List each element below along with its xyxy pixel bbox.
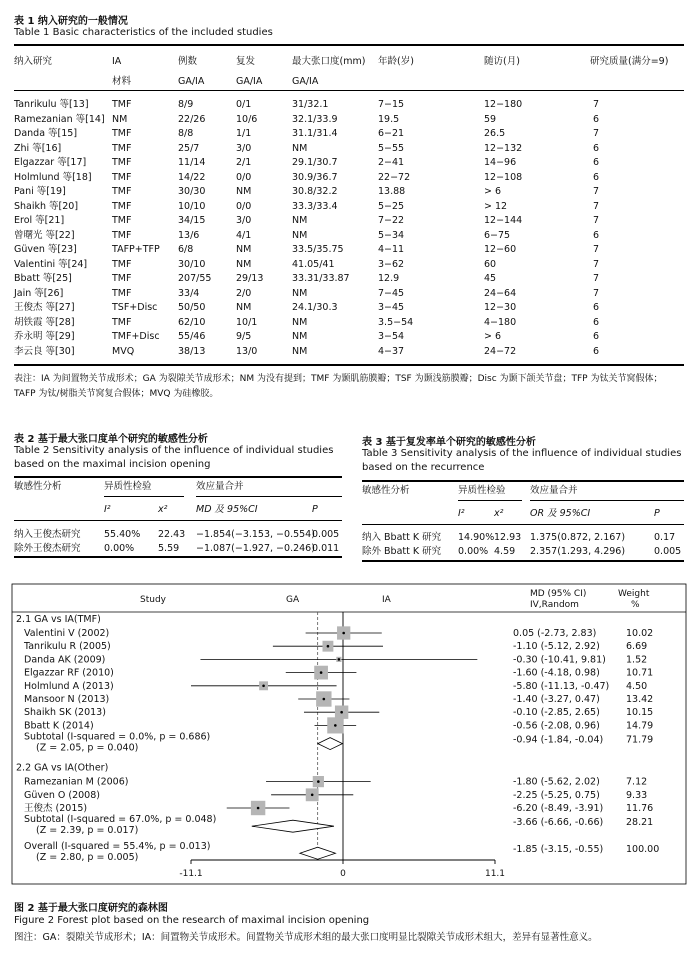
table3-col-analysis: 敏感性分析 [362,485,410,496]
forest-weight-label: 100.00 [626,844,660,856]
table1-cell: TMF [112,157,132,168]
table2-cell: −1.087(−1.927, −0.246) [196,543,315,554]
table1-cell: TSF+Disc [112,302,158,313]
forest-md-label: -2.25 (-5.25, 0.75) [513,789,600,801]
table1-header-cell: 例数 [178,56,198,67]
table1-cell: TMF [112,273,132,284]
table2-cell: 0.011 [312,543,340,554]
table1-cell: 3−62 [378,258,405,270]
table1-cell: NM [292,316,308,328]
table2-title-cn: 表 2 基于最大张口度单个研究的敏感性分析 [14,434,208,445]
figure2-note: 图注：GA：裂隙关节成形术；IA：间置物关节成形术。间置物关节成形术组的最大张口度明显比裂隙关节成形术组大，差异有显著性意义。 [14,932,598,943]
table2-sub-i2: I² [104,504,111,515]
forest-header-md: MD (95% CI) [530,589,587,599]
table1-cell: 31/32.1 [292,99,329,110]
forest-point [342,632,345,635]
table1-cell: 4/1 [236,229,252,241]
table2-cell: 55.40% [104,529,141,540]
table1-cell: 13.88 [378,186,406,197]
table1-cell: 41.05/41 [292,258,335,270]
table3-group-rule-1 [458,500,522,501]
table1-cell: 26.5 [484,128,506,139]
table1-study-name: Jain 等[26] [14,287,64,299]
forest-md-label: -1.10 (-5.12, 2.92) [513,641,600,653]
table2-top-rule [14,476,342,478]
table1-study-name: Erol 等[21] [14,215,65,226]
table1-study-name: 王俊杰 等[27] [14,302,75,313]
table1-note-2: TAFP 为钛/树脂关节窝复合假体；MVQ 为硅橡胶。 [14,389,219,399]
forest-weight-label: 7.12 [626,776,648,788]
table1-cell: 24−72 [484,345,517,357]
table3-cell: 14.90% [458,532,495,543]
table1-header-cell: 纳入研究 [14,56,53,67]
table1-cell: 19.5 [378,113,400,125]
table2-title-en-1: Table 2 Sensitivity analysis of the influence of individual studies [14,445,334,456]
table1-cell: 12−30 [484,302,517,313]
table3-cell: 12.93 [494,532,522,543]
figure2-title-en: Figure 2 Forest plot based on the research of maximal incision opening [14,915,370,926]
table1-cell: 6 [593,331,600,342]
table1-cell: 7 [593,273,600,284]
table1-cell: TMF [112,142,132,154]
table1-cell: 9/5 [236,331,252,342]
table1-cell: 2/1 [236,157,252,168]
table1-cell: 7 [593,258,600,270]
figure2-title-cn: 图 2 基于最大张口度研究的森林图 [14,903,168,914]
table1-subheader-cell: GA/IA [178,76,205,87]
table1-cell: 33.31/33.87 [292,273,350,284]
table1-cell: 24.1/30.3 [292,302,338,313]
table1-cell: 6−75 [484,229,511,241]
table1-study-name: 胡铁霞 等[28] [14,316,75,328]
table1-cell: TMF [112,128,132,139]
table1-cell: TMF [112,171,132,183]
table2-group-rule-2 [196,496,342,497]
table1-cell: 24−64 [484,287,517,299]
table1-cell: 59 [484,113,497,125]
table3-header-rule [362,524,684,525]
forest-study-name: 王俊杰 (2015) [24,803,88,814]
forest-point [338,658,341,661]
table3-cell: 4.59 [494,546,516,557]
forest-x-tick-label: -11.1 [179,869,203,879]
table1-title-cn: 表 1 纳入研究的一般情况 [14,16,128,27]
table1-cell: 3.5−54 [378,316,414,328]
forest-diamond [318,738,343,750]
table3-cell: 纳入 Bbatt K 研究 [362,532,442,543]
forest-diamond [300,847,336,859]
table1-cell: 12−132 [484,142,523,154]
forest-weight-label: 10.71 [626,667,654,679]
table2-cell: 除外王俊杰研究 [14,543,81,554]
table1-cell: 3/0 [236,142,252,154]
forest-md-label: -0.10 (-2.85, 2.65) [513,707,600,719]
table1-cell: 0/1 [236,99,252,110]
forest-weight-label: 28.21 [626,817,654,829]
table1-cell: NM [236,302,252,313]
table1-cell: 1/1 [236,128,252,139]
forest-study-name: Shaikh SK (2013) [24,707,106,719]
forest-pooled-z: (Z = 2.05, p = 0.040) [36,742,139,754]
table1-cell: 6 [593,171,600,183]
table3-top-rule [362,480,684,482]
forest-point [311,794,314,797]
table1-cell: 3/0 [236,215,252,226]
table2-col-analysis: 敏感性分析 [14,481,62,492]
table1-cell: 207/55 [178,273,212,284]
table3-sub-x2: x² [494,508,504,519]
forest-weight-label: 14.79 [626,720,654,732]
table1-cell: 0/0 [236,200,252,212]
table1-note-1: 表注：IA 为间置物关节成形术；GA 为裂隙关节成形术；NM 为没有提到；TMF 为颞肌筋膜瓣；TSF 为颞浅筋膜瓣；Disc 为颞下颌关节盘；TFP 为钛关节窝假体； [14,374,663,384]
forest-md-label: -0.30 (-10.41, 9.81) [513,654,606,666]
table1-cell: NM [236,258,252,270]
table2-sub-x2: x² [158,504,168,515]
table1-cell: 32.1/33.9 [292,113,338,125]
forest-weight-label: 1.52 [626,654,648,666]
table1-study-name: Danda 等[15] [14,128,78,139]
table1-header-cell: 年龄(岁) [378,56,414,67]
table1-header-cell: 最大张口度(mm) [292,56,366,67]
table1-cell: 31.1/31.4 [292,128,338,139]
table1-cell: 0/0 [236,171,252,183]
table1-study-name: 乔永明 等[29] [14,331,75,342]
forest-point [340,711,343,714]
forest-pooled-name: Subtotal (I-squared = 67.0%, p = 0.048) [24,814,217,826]
forest-weight-label: 11.76 [626,803,654,814]
forest-md-label: -6.20 (-8.49, -3.91) [513,803,604,814]
forest-study-name: Danda AK (2009) [24,654,106,666]
table1-cell: 6 [593,302,600,313]
table3-title-en-1: Table 3 Sensitivity analysis of the influence of individual studies [362,448,682,459]
table3-cell: 1.375(0.872, 2.167) [530,532,626,543]
table1-cell: 34/15 [178,215,206,226]
table2-title-en-2: based on the maximal incision opening [14,459,211,470]
forest-study-name: Güven O (2008) [24,789,100,801]
forest-header-study: Study [140,595,166,605]
table1-study-name: 李云良 等[30] [14,345,75,357]
table1-cell: TMF [112,287,132,299]
table3-group-rule-2 [530,500,684,501]
table1-cell: TMF [112,186,132,197]
table3-cell: 0.005 [654,546,682,557]
table1-cell: 2−41 [378,157,405,168]
forest-point [262,685,265,688]
table1-cell: 8/9 [178,99,194,110]
table3-group-heterogeneity: 异质性检验 [458,485,506,496]
table1-cell: 8/8 [178,128,194,139]
table1-cell: NM [236,244,252,255]
table3-title-en-2: based on the recurrence [362,462,485,473]
table1-cell: TAFP+TFP [112,244,160,255]
forest-md-label: -3.66 (-6.66, -0.66) [513,817,604,829]
table1-cell: 14−96 [484,157,517,168]
table1-cell: NM [112,113,128,125]
table1-cell: 22−72 [378,171,411,183]
table1-cell: 4−180 [484,316,517,328]
forest-x-tick-label: 11.1 [484,869,506,879]
forest-study-name: Mansoor N (2013) [24,694,110,705]
forest-group-label: 2.2 GA vs IA(Other) [16,762,109,774]
table2-cell: 5.59 [158,543,180,554]
table1-cell: 6/8 [178,244,194,255]
table2-group-heterogeneity: 异质性检验 [104,481,152,492]
table2-group-effect: 效应量合并 [196,481,244,492]
table1-study-name: 曾曙光 等[22] [14,229,75,241]
forest-point [320,671,323,674]
table3-sub-i2: I² [458,508,465,519]
forest-pooled-name: Subtotal (I-squared = 0.0%, p = 0.686) [24,731,211,743]
table1-cell: 4−37 [378,345,405,357]
table1-cell: 6 [593,113,600,125]
table1-study-name: Elgazzar 等[17] [14,157,87,168]
table1-cell: TMF [112,99,132,110]
table1-cell: 12.9 [378,273,400,284]
table1-cell: 45 [484,273,497,284]
table1-cell: 29/13 [236,273,264,284]
forest-weight-label: 4.50 [626,680,648,692]
table1-cell: 5−34 [378,229,405,241]
table1-cell: 14/22 [178,171,206,183]
table1-cell: 10/10 [178,200,206,212]
table2-cell: 22.43 [158,529,186,540]
forest-pooled-name: Overall (I-squared = 55.4%, p = 0.013) [24,841,211,853]
table1-cell: 7 [593,200,600,212]
table1-cell: 7−45 [378,287,405,299]
table1-study-name: Güven 等[23] [14,244,77,255]
table2-cell: 0.00% [104,543,135,554]
forest-group-label: 2.1 GA vs IA(TMF) [16,614,101,625]
forest-x-tick-label: 0 [340,869,346,879]
table2-cell: 0.005 [312,529,340,540]
table1-cell: 55/46 [178,331,206,342]
table1-cell: 22/26 [178,113,206,125]
table1-cell: TMF [112,316,132,328]
forest-weight-label: 6.69 [626,641,648,653]
table1-header-cell: 随访(月) [484,56,520,67]
table1-study-name: Tanrikulu 等[13] [14,99,89,110]
table1-cell: 13/6 [178,229,200,241]
table2-group-rule-1 [104,496,184,497]
table1-cell: TMF [112,229,132,241]
table2-sub-p: P [312,504,318,515]
table1-cell: 7−22 [378,215,405,226]
table1-cell: 6 [593,345,600,357]
table1-bottom-rule [14,364,684,366]
forest-md-label: -1.80 (-5.62, 2.02) [513,776,600,788]
table1-cell: 25/7 [178,142,200,154]
forest-md-label: -1.60 (-4.18, 0.98) [513,667,600,679]
table1-cell: NM [292,142,308,154]
table3-group-effect: 效应量合并 [530,485,578,496]
table3-cell: 2.357(1.293, 4.296) [530,546,626,557]
table1-study-name: Shaikh 等[20] [14,200,79,212]
table1-cell: 7 [593,186,600,197]
table1-cell: 60 [484,258,497,270]
table1-cell: TMF [112,258,132,270]
table2-sub-md: MD 及 95%CI [196,504,258,515]
table1-cell: 12−144 [484,215,523,226]
table1-cell: 7 [593,99,600,110]
table2-cell: −1.854(−3.153, −0.554) [196,529,315,540]
table1-cell: 12−180 [484,99,523,110]
table1-cell: 30/10 [178,258,206,270]
forest-header-right: IA [382,595,391,605]
table1-cell: 7 [593,287,600,299]
forest-weight-label: 10.15 [626,707,654,719]
table1-cell: 38/13 [178,345,206,357]
table1-cell: 10/1 [236,316,258,328]
table1-cell: 10/6 [236,113,258,125]
forest-weight-label: 9.33 [626,789,648,801]
table1-cell: 6 [593,142,600,154]
table3-sub-or: OR 及 95%CI [530,508,591,519]
table1-cell: 3−45 [378,302,405,313]
table1-subheader-cell: GA/IA [292,76,319,87]
forest-md-label: -0.94 (-1.84, -0.04) [513,734,604,746]
forest-diamond [252,820,334,832]
table1-cell: 12−108 [484,171,523,183]
table1-cell: 6 [593,229,600,241]
table1-cell: 7 [593,244,600,255]
table1-cell: TMF [112,215,132,226]
table1-header-cell: 复发 [236,56,256,67]
table1-cell: NM [292,287,308,299]
table1-cell: 62/10 [178,316,206,328]
table2-header-rule [14,520,342,521]
table1-study-name: Pani 等[19] [14,186,66,197]
table1-cell: 7 [593,215,600,226]
table3-cell: 除外 Bbatt K 研究 [362,546,442,557]
table3-bottom-rule [362,560,684,562]
table1-header-cell: IA [112,56,122,67]
table1-cell: 12−60 [484,244,517,255]
table1-cell: MVQ [112,345,135,357]
table1-study-name: Bbatt 等[25] [14,273,72,284]
table1-cell: NM [292,229,308,241]
forest-md-label: 0.05 (-2.73, 2.83) [513,628,597,639]
forest-header-left: GA [286,595,300,605]
table1-cell: NM [236,186,252,197]
table1-top-rule [14,44,684,46]
forest-point [334,724,337,727]
forest-weight-label: 13.42 [626,694,654,705]
table1-cell: > 6 [484,331,502,342]
forest-study-name: Elgazzar RF (2010) [24,667,114,679]
table1-study-name: Holmlund 等[18] [14,171,92,183]
forest-study-name: Tanrikulu R (2005) [24,641,111,653]
table2-bottom-rule [14,556,342,558]
forest-study-name: Valentini V (2002) [24,628,110,639]
forest-header-weight: Weight [618,589,650,599]
forest-point [317,780,320,783]
table1-cell: 11/14 [178,157,206,168]
table1-cell: > 6 [484,186,502,197]
table3-cell: 0.17 [654,532,676,543]
table1-cell: 5−55 [378,142,405,154]
table1-cell: 3−54 [378,331,405,342]
table1-cell: 7 [593,128,600,139]
table1-cell: 30.8/32.2 [292,186,338,197]
forest-study-name: Ramezanian M (2006) [24,776,129,788]
table1-cell: 6 [593,157,600,168]
table1-cell: 13/0 [236,345,258,357]
forest-point [257,807,260,810]
table1-cell: 2/0 [236,287,252,299]
table1-cell: 7−15 [378,99,405,110]
forest-md-label: -5.80 (-11.13, -0.47) [513,680,610,692]
table1-cell: 33.5/35.75 [292,244,344,255]
forest-weight-label: 10.02 [626,628,654,639]
table1-cell: TMF [112,200,132,212]
table1-cell: 30/30 [178,186,206,197]
table1-cell: 6 [593,316,600,328]
forest-weight-label: 71.79 [626,734,654,746]
table1-cell: 30.9/36.7 [292,171,338,183]
table1-cell: 4−11 [378,244,405,255]
forest-md-label: -1.40 (-3.27, 0.47) [513,694,600,705]
table1-cell: 33/4 [178,287,200,299]
table3-sub-p: P [654,508,660,519]
table1-cell: 6−21 [378,128,405,139]
forest-study-name: Holmlund A (2013) [24,680,114,692]
table1-cell: > 12 [484,200,508,212]
table1-cell: NM [292,345,308,357]
table1-title-en: Table 1 Basic characteristics of the included studies [14,27,273,38]
table1-cell: 33.3/33.4 [292,200,338,212]
table2-cell: 纳入王俊杰研究 [14,529,81,540]
table1-header-cell: 研究质量(满分=9) [590,56,669,67]
forest-md-label: -1.85 (-3.15, -0.55) [513,844,604,856]
forest-study-name: Bbatt K (2014) [24,720,94,732]
forest-plot [0,582,697,892]
table1-study-name: Zhi 等[16] [14,142,62,154]
forest-header-method: IV,Random [530,600,579,610]
table1-study-name: Valentini 等[24] [14,258,88,270]
table1-study-name: Ramezanian 等[14] [14,113,105,125]
forest-pooled-z: (Z = 2.80, p = 0.005) [36,852,139,864]
forest-point [323,698,326,701]
table1-subheader-cell: 材料 [112,76,132,87]
table1-cell: TMF+Disc [112,331,160,342]
forest-header-weight-unit: % [631,600,640,610]
forest-pooled-z: (Z = 2.39, p = 0.017) [36,825,139,837]
table1-cell: NM [292,215,308,226]
table1-cell: NM [292,331,308,342]
table1-cell: 5−25 [378,200,405,212]
forest-point [327,645,330,648]
forest-md-label: -0.56 (-2.08, 0.96) [513,720,600,732]
table1-header-rule [14,90,684,91]
table3-cell: 0.00% [458,546,489,557]
table1-cell: 50/50 [178,302,206,313]
table3-title-cn: 表 3 基于复发率单个研究的敏感性分析 [362,437,536,448]
table1-subheader-cell: GA/IA [236,76,263,87]
table1-cell: 29.1/30.7 [292,157,338,168]
